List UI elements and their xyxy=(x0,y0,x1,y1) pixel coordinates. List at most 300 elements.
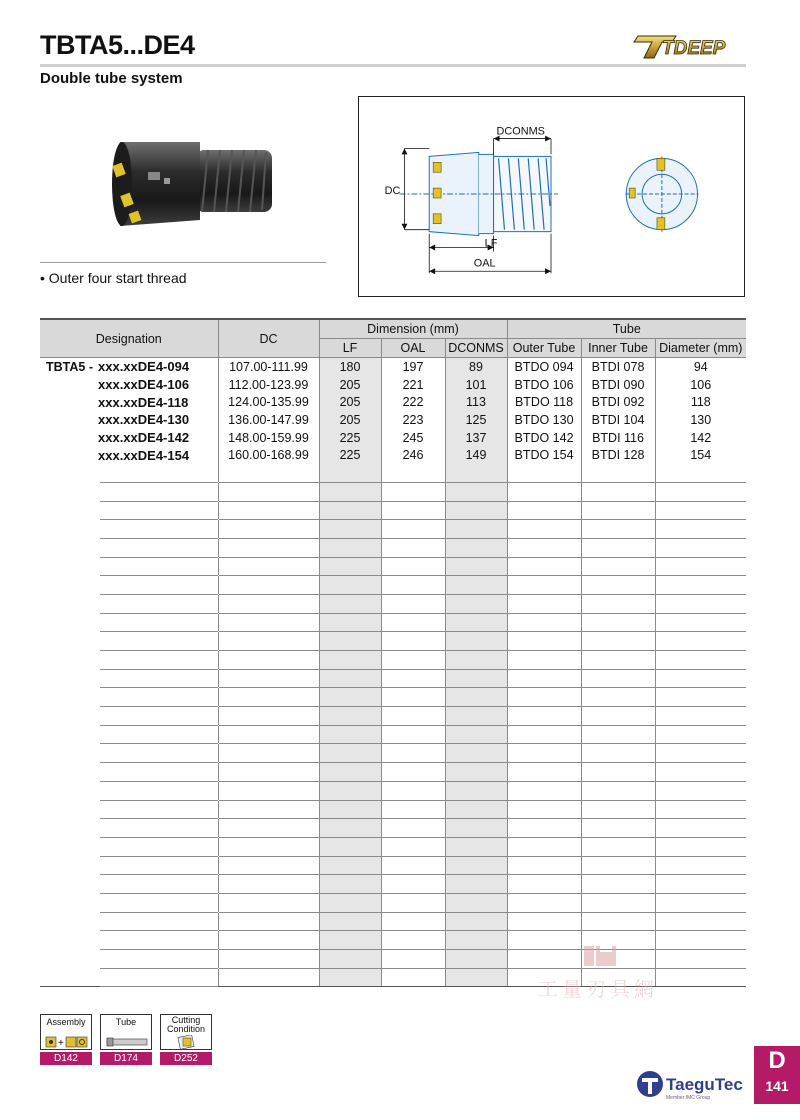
empty-cell xyxy=(445,837,507,856)
empty-row xyxy=(40,482,746,501)
reference-caption: Cutting Condition xyxy=(166,1015,206,1034)
empty-cell xyxy=(381,482,445,501)
empty-cell xyxy=(381,520,445,539)
lf-header: LF xyxy=(319,339,381,358)
empty-row xyxy=(40,875,746,894)
empty-cell xyxy=(507,482,581,501)
empty-row xyxy=(40,763,746,782)
empty-cell xyxy=(445,669,507,688)
designation-cell xyxy=(40,819,218,838)
empty-cell xyxy=(581,538,655,557)
cell-diameter: 142 xyxy=(655,429,746,447)
designation-cell xyxy=(40,557,218,576)
tdeep-logo xyxy=(632,30,748,62)
designation-cell xyxy=(40,800,218,819)
empty-cell xyxy=(381,669,445,688)
empty-cell xyxy=(319,557,381,576)
empty-cell xyxy=(655,856,746,875)
empty-cell xyxy=(218,557,319,576)
designation-code: xxx.xxDE4-118 xyxy=(98,394,189,410)
empty-cell xyxy=(581,800,655,819)
designation-cell xyxy=(40,520,218,539)
empty-cell xyxy=(655,613,746,632)
cell-dconms: 149 xyxy=(445,446,507,464)
empty-cell xyxy=(381,464,445,482)
empty-cell xyxy=(319,725,381,744)
empty-cell xyxy=(381,688,445,707)
designation-code: xxx.xxDE4-106 xyxy=(98,377,190,393)
cell-dconms: 113 xyxy=(445,393,507,411)
designation-prefix: TBTA5 - xyxy=(46,360,93,375)
empty-row xyxy=(40,501,746,520)
empty-cell xyxy=(581,856,655,875)
empty-cell xyxy=(218,520,319,539)
designation-cell xyxy=(40,893,218,912)
empty-cell xyxy=(655,912,746,931)
empty-cell xyxy=(655,725,746,744)
cell-inner: BTDI 104 xyxy=(581,411,655,429)
empty-cell xyxy=(445,893,507,912)
designation-cell xyxy=(40,856,218,875)
cell-diameter: 118 xyxy=(655,393,746,411)
empty-cell xyxy=(655,520,746,539)
empty-cell xyxy=(218,912,319,931)
empty-cell xyxy=(381,594,445,613)
empty-cell xyxy=(507,707,581,726)
table-row xyxy=(40,411,746,429)
designation-cell xyxy=(40,744,218,763)
empty-cell xyxy=(381,856,445,875)
cell-oal: 222 xyxy=(381,393,445,411)
empty-cell xyxy=(507,688,581,707)
empty-cell xyxy=(445,651,507,670)
designation-cell xyxy=(40,632,218,651)
empty-cell xyxy=(581,707,655,726)
designation-cell xyxy=(40,376,218,394)
svg-text:+: + xyxy=(58,1038,64,1049)
empty-cell xyxy=(507,856,581,875)
maker-tagline: Member IMC Group xyxy=(666,1095,711,1101)
designation-cell xyxy=(40,613,218,632)
empty-cell xyxy=(381,800,445,819)
empty-cell xyxy=(381,931,445,950)
empty-cell xyxy=(319,875,381,894)
empty-cell xyxy=(655,800,746,819)
empty-cell xyxy=(319,950,381,969)
empty-cell xyxy=(445,744,507,763)
table-row xyxy=(40,376,746,394)
empty-cell xyxy=(319,968,381,987)
empty-cell xyxy=(218,744,319,763)
empty-cell xyxy=(581,632,655,651)
empty-cell xyxy=(655,707,746,726)
empty-cell xyxy=(445,501,507,520)
cell-dconms: 101 xyxy=(445,376,507,394)
empty-cell xyxy=(319,464,381,482)
empty-cell xyxy=(445,520,507,539)
empty-cell xyxy=(445,557,507,576)
empty-cell xyxy=(381,538,445,557)
cell-dconms: 125 xyxy=(445,411,507,429)
empty-row xyxy=(40,632,746,651)
designation-cell xyxy=(40,837,218,856)
empty-cell xyxy=(218,538,319,557)
empty-cell xyxy=(655,464,746,482)
cell-lf: 225 xyxy=(319,429,381,447)
empty-cell xyxy=(655,781,746,800)
designation-cell xyxy=(40,781,218,800)
empty-cell xyxy=(218,819,319,838)
empty-cell xyxy=(319,781,381,800)
empty-cell xyxy=(655,819,746,838)
empty-cell xyxy=(507,632,581,651)
empty-cell xyxy=(319,651,381,670)
dc-label: DC xyxy=(384,185,401,198)
empty-row xyxy=(40,688,746,707)
designation-cell xyxy=(40,968,218,987)
empty-cell xyxy=(445,819,507,838)
empty-cell xyxy=(218,950,319,969)
cell-dc: 107.00-111.99 xyxy=(218,358,319,376)
empty-row xyxy=(40,725,746,744)
designation-code: xxx.xxDE4-094 xyxy=(98,359,190,375)
empty-cell xyxy=(381,576,445,595)
empty-cell xyxy=(581,464,655,482)
designation-cell xyxy=(40,707,218,726)
empty-cell xyxy=(445,464,507,482)
reference-page: D142 xyxy=(40,1052,92,1065)
empty-cell xyxy=(445,594,507,613)
empty-cell xyxy=(218,875,319,894)
empty-cell xyxy=(507,557,581,576)
designation-cell xyxy=(40,912,218,931)
empty-cell xyxy=(581,819,655,838)
oal-label: OAL xyxy=(473,257,496,270)
section-letter: D xyxy=(768,1047,786,1074)
cell-outer: BTDO 106 xyxy=(507,376,581,394)
empty-cell xyxy=(445,875,507,894)
empty-row xyxy=(40,912,746,931)
empty-cell xyxy=(581,688,655,707)
empty-cell xyxy=(381,763,445,782)
empty-cell xyxy=(218,707,319,726)
empty-cell xyxy=(445,538,507,557)
lf-label: LF xyxy=(484,237,498,250)
empty-cell xyxy=(319,538,381,557)
empty-cell xyxy=(655,538,746,557)
dimension-diagram xyxy=(358,96,745,297)
designation-cell xyxy=(40,763,218,782)
cell-oal: 223 xyxy=(381,411,445,429)
cell-inner: BTDI 128 xyxy=(581,446,655,464)
empty-cell xyxy=(218,800,319,819)
empty-cell xyxy=(581,912,655,931)
empty-row xyxy=(40,819,746,838)
empty-cell xyxy=(445,576,507,595)
section-tab xyxy=(754,1046,800,1104)
empty-cell xyxy=(507,538,581,557)
cell-outer: BTDO 130 xyxy=(507,411,581,429)
empty-cell xyxy=(655,501,746,520)
designation-header: Designation xyxy=(40,319,218,358)
designation-cell xyxy=(40,446,218,464)
empty-cell xyxy=(507,837,581,856)
empty-row xyxy=(40,557,746,576)
empty-cell xyxy=(581,893,655,912)
page-title: TBTA5...DE4 xyxy=(40,30,195,60)
empty-cell xyxy=(319,837,381,856)
designation-cell xyxy=(40,651,218,670)
empty-row xyxy=(40,669,746,688)
reference-page: D174 xyxy=(100,1052,152,1065)
empty-cell xyxy=(319,763,381,782)
empty-row xyxy=(40,744,746,763)
empty-cell xyxy=(218,837,319,856)
empty-cell xyxy=(507,781,581,800)
empty-cell xyxy=(655,576,746,595)
empty-cell xyxy=(445,950,507,969)
empty-cell xyxy=(381,651,445,670)
empty-cell xyxy=(319,482,381,501)
designation-cell xyxy=(40,875,218,894)
designation-cell xyxy=(40,688,218,707)
empty-cell xyxy=(507,744,581,763)
cell-oal: 246 xyxy=(381,446,445,464)
empty-cell xyxy=(507,594,581,613)
empty-cell xyxy=(218,651,319,670)
cell-inner: BTDI 078 xyxy=(581,358,655,376)
tube-header: Tube xyxy=(507,319,746,339)
empty-cell xyxy=(218,594,319,613)
empty-cell xyxy=(655,651,746,670)
empty-row xyxy=(40,464,746,482)
empty-cell xyxy=(218,688,319,707)
empty-cell xyxy=(655,669,746,688)
page-subtitle: Double tube system xyxy=(40,70,183,87)
empty-cell xyxy=(218,781,319,800)
dconms-label: DCONMS xyxy=(496,125,545,138)
cell-lf: 180 xyxy=(319,358,381,376)
empty-row xyxy=(40,594,746,613)
cell-outer: BTDO 142 xyxy=(507,429,581,447)
empty-cell xyxy=(507,800,581,819)
cell-dconms: 89 xyxy=(445,358,507,376)
cutting-condition-icon xyxy=(165,1035,209,1049)
empty-cell xyxy=(319,576,381,595)
empty-cell xyxy=(381,781,445,800)
empty-cell xyxy=(581,557,655,576)
reference-tube[interactable] xyxy=(100,1014,154,1066)
empty-row xyxy=(40,781,746,800)
feature-bullet: • Outer four start thread xyxy=(40,270,187,286)
cell-inner: BTDI 092 xyxy=(581,393,655,411)
empty-cell xyxy=(381,968,445,987)
designation-cell xyxy=(40,464,218,482)
table-row xyxy=(40,358,746,376)
empty-cell xyxy=(218,725,319,744)
reference-cutting-condition[interactable] xyxy=(160,1014,214,1066)
empty-cell xyxy=(319,800,381,819)
empty-cell xyxy=(319,501,381,520)
designation-cell xyxy=(40,429,218,447)
empty-cell xyxy=(319,893,381,912)
brand-logo-text: TDEEP xyxy=(662,38,726,59)
cell-diameter: 154 xyxy=(655,446,746,464)
empty-cell xyxy=(218,968,319,987)
designation-cell xyxy=(40,482,218,501)
empty-cell xyxy=(218,464,319,482)
cell-outer: BTDO 154 xyxy=(507,446,581,464)
empty-cell xyxy=(655,875,746,894)
empty-cell xyxy=(507,520,581,539)
empty-cell xyxy=(445,800,507,819)
empty-row xyxy=(40,538,746,557)
empty-cell xyxy=(507,501,581,520)
empty-cell xyxy=(507,576,581,595)
feature-divider xyxy=(40,262,326,263)
designation-cell xyxy=(40,358,218,376)
designation-cell xyxy=(40,538,218,557)
designation-code: xxx.xxDE4-130 xyxy=(98,412,190,428)
inner-tube-header: Inner Tube xyxy=(581,339,655,358)
empty-cell xyxy=(655,688,746,707)
product-image xyxy=(100,128,280,240)
empty-cell xyxy=(381,632,445,651)
cell-dc: 136.00-147.99 xyxy=(218,411,319,429)
empty-cell xyxy=(445,632,507,651)
empty-cell xyxy=(507,725,581,744)
empty-cell xyxy=(445,688,507,707)
empty-cell xyxy=(581,837,655,856)
cell-diameter: 130 xyxy=(655,411,746,429)
cell-outer: BTDO 118 xyxy=(507,393,581,411)
table-row xyxy=(40,393,746,411)
maker-name: TaeguTec xyxy=(666,1075,743,1094)
designation-cell xyxy=(40,501,218,520)
empty-cell xyxy=(507,912,581,931)
empty-row xyxy=(40,837,746,856)
empty-cell xyxy=(581,669,655,688)
empty-row xyxy=(40,576,746,595)
dconms-header: DCONMS xyxy=(445,339,507,358)
empty-cell xyxy=(655,763,746,782)
row-divider xyxy=(100,986,218,987)
empty-cell xyxy=(581,744,655,763)
empty-cell xyxy=(218,501,319,520)
reference-page: D252 xyxy=(160,1052,212,1065)
oal-header: OAL xyxy=(381,339,445,358)
empty-cell xyxy=(507,893,581,912)
empty-cell xyxy=(507,613,581,632)
cell-diameter: 106 xyxy=(655,376,746,394)
empty-cell xyxy=(319,520,381,539)
empty-cell xyxy=(581,725,655,744)
designation-code: xxx.xxDE4-142 xyxy=(98,430,190,446)
empty-cell xyxy=(581,501,655,520)
empty-cell xyxy=(381,744,445,763)
empty-cell xyxy=(381,557,445,576)
empty-cell xyxy=(381,501,445,520)
empty-cell xyxy=(445,968,507,987)
dc-header: DC xyxy=(218,319,319,358)
empty-cell xyxy=(445,707,507,726)
empty-cell xyxy=(218,931,319,950)
empty-cell xyxy=(381,613,445,632)
taegutec-logo xyxy=(636,1068,748,1102)
empty-cell xyxy=(319,613,381,632)
empty-row xyxy=(40,800,746,819)
cell-oal: 197 xyxy=(381,358,445,376)
empty-cell xyxy=(581,763,655,782)
empty-cell xyxy=(319,632,381,651)
empty-cell xyxy=(218,482,319,501)
cell-lf: 205 xyxy=(319,376,381,394)
empty-cell xyxy=(581,781,655,800)
cell-dconms: 137 xyxy=(445,429,507,447)
empty-cell xyxy=(445,912,507,931)
empty-cell xyxy=(445,482,507,501)
empty-row xyxy=(40,520,746,539)
cell-dc: 124.00-135.99 xyxy=(218,393,319,411)
diameter-header: Diameter (mm) xyxy=(655,339,746,358)
designation-cell xyxy=(40,931,218,950)
designation-cell xyxy=(40,725,218,744)
empty-cell xyxy=(218,893,319,912)
cell-oal: 221 xyxy=(381,376,445,394)
page-number: 141 xyxy=(765,1078,789,1094)
cell-diameter: 94 xyxy=(655,358,746,376)
empty-cell xyxy=(507,875,581,894)
empty-cell xyxy=(507,819,581,838)
svg-text:工量刃具網: 工量刃具網 xyxy=(538,977,658,1001)
empty-cell xyxy=(319,819,381,838)
empty-cell xyxy=(381,912,445,931)
empty-cell xyxy=(319,912,381,931)
designation-cell xyxy=(40,576,218,595)
empty-cell xyxy=(655,837,746,856)
reference-assembly[interactable] xyxy=(40,1014,94,1066)
empty-cell xyxy=(381,819,445,838)
reference-caption: Assembly xyxy=(46,1017,86,1027)
empty-cell xyxy=(445,725,507,744)
designation-cell xyxy=(40,950,218,969)
empty-row xyxy=(40,856,746,875)
empty-cell xyxy=(319,744,381,763)
empty-cell xyxy=(507,763,581,782)
empty-cell xyxy=(319,707,381,726)
empty-row xyxy=(40,893,746,912)
empty-cell xyxy=(319,594,381,613)
empty-cell xyxy=(581,875,655,894)
spec-table xyxy=(40,318,746,987)
empty-cell xyxy=(445,931,507,950)
designation-code: xxx.xxDE4-154 xyxy=(98,447,190,463)
dimension-header: Dimension (mm) xyxy=(319,319,507,339)
cell-dc: 148.00-159.99 xyxy=(218,429,319,447)
empty-cell xyxy=(581,520,655,539)
empty-cell xyxy=(581,482,655,501)
cell-inner: BTDI 090 xyxy=(581,376,655,394)
table-row xyxy=(40,429,746,447)
title-divider xyxy=(40,64,746,67)
empty-row xyxy=(40,707,746,726)
watermark xyxy=(534,940,674,1012)
empty-cell xyxy=(445,856,507,875)
empty-cell xyxy=(218,576,319,595)
cell-outer: BTDO 094 xyxy=(507,358,581,376)
empty-cell xyxy=(218,632,319,651)
designation-cell xyxy=(40,594,218,613)
